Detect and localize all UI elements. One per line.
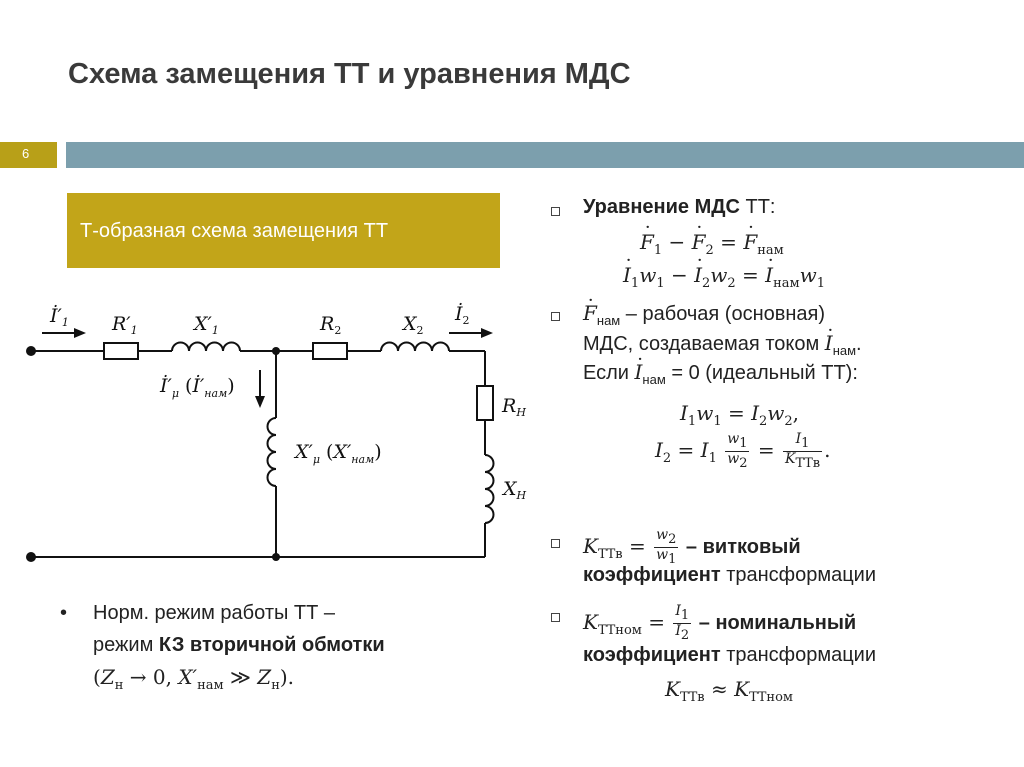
bullet-square-3 xyxy=(551,539,560,548)
equation-2: · $I_1w_1$ − · $I_2w_2$ = · $I_{нам}w_1$ xyxy=(623,263,825,291)
label-rn: $R_Н$ xyxy=(502,395,526,419)
label-x2: $X_2$ xyxy=(403,313,424,337)
working-mds-line3: Если · $I_{нам} = 0$ (идеальный ТТ): xyxy=(583,361,858,391)
bullet-square-2 xyxy=(551,312,560,321)
mds-equation-heading: Уравнение МДС ТТ: xyxy=(583,196,776,218)
inductor-xmu xyxy=(268,418,277,486)
bullet-square-4 xyxy=(551,613,560,622)
left-bullet-line2: режим КЗ вторичной обмотки xyxy=(93,634,385,656)
label-i1: $İ'_1$ xyxy=(50,305,69,329)
turns-ratio-line2: коэффициент трансформации xyxy=(583,564,877,586)
label-i2: $İ_2$ xyxy=(455,303,470,327)
inductor-x1 xyxy=(172,343,240,352)
slide-title: Схема замещения ТТ и уравнения МДС xyxy=(68,58,631,90)
node-bottom xyxy=(272,553,280,561)
label-xmu: $X'_\mu$ $(X'_{нам})$ xyxy=(295,441,382,466)
label-r1: $R'_1$ xyxy=(112,313,138,337)
equation-5: $K_{ТТв} \approx K_{ТТном}$ xyxy=(665,677,794,705)
label-r2: $R_2$ xyxy=(320,313,342,337)
subtitle: Т-образная схема замещения ТТ xyxy=(80,220,389,242)
inductor-xn xyxy=(485,455,494,523)
nominal-ratio-line1: $K_{ТТном}$ = $\frac{I_1}{I_2}$ – номинальный xyxy=(583,603,857,643)
left-bullet-line1: Норм. режим работы ТТ – xyxy=(93,602,336,624)
working-mds-line2: МДС, создаваемая током · $I_{нам}$. xyxy=(583,332,862,362)
resistor-r2 xyxy=(313,343,347,359)
left-bullet-line3: ($Z_н \to 0$, $X'_{нам}$ ≫ $Z_н$). xyxy=(93,665,295,693)
left-bullet-dot: • xyxy=(60,602,68,624)
label-xn: $X_Н$ xyxy=(503,478,527,502)
inductor-x2 xyxy=(381,343,449,352)
node-top xyxy=(272,347,280,355)
bullet-square-1 xyxy=(551,207,560,216)
terminal-bottom xyxy=(26,552,36,562)
slide-number: 6 xyxy=(22,146,30,161)
nominal-ratio-line2: коэффициент трансформации xyxy=(583,644,877,666)
label-imu: $İ'_\mu$ $(İ'_{нам})$ xyxy=(160,375,235,400)
turns-ratio-line1: $K_{ТТв}$ = $\frac{w_2}{w_1}$ – витковый xyxy=(583,527,801,567)
equation-3: $I_1w_1 = I_2w_2$, xyxy=(680,401,800,429)
label-x1: $X'_1$ xyxy=(194,313,219,337)
working-mds-line1: · $F_{нам}$ – рабочая (основная) xyxy=(583,302,825,332)
resistor-rn xyxy=(477,386,493,420)
terminal-top xyxy=(26,346,36,356)
equation-4: $I_2 = I_1$ $\frac{w_1}{w_2}$ = $\frac{I_1}{K_{ТТв}}$ . xyxy=(655,431,831,471)
equation-1: · $F_1$ − · $F_2$ = · $F_{нам}$ xyxy=(640,230,784,258)
resistor-r1 xyxy=(104,343,138,359)
